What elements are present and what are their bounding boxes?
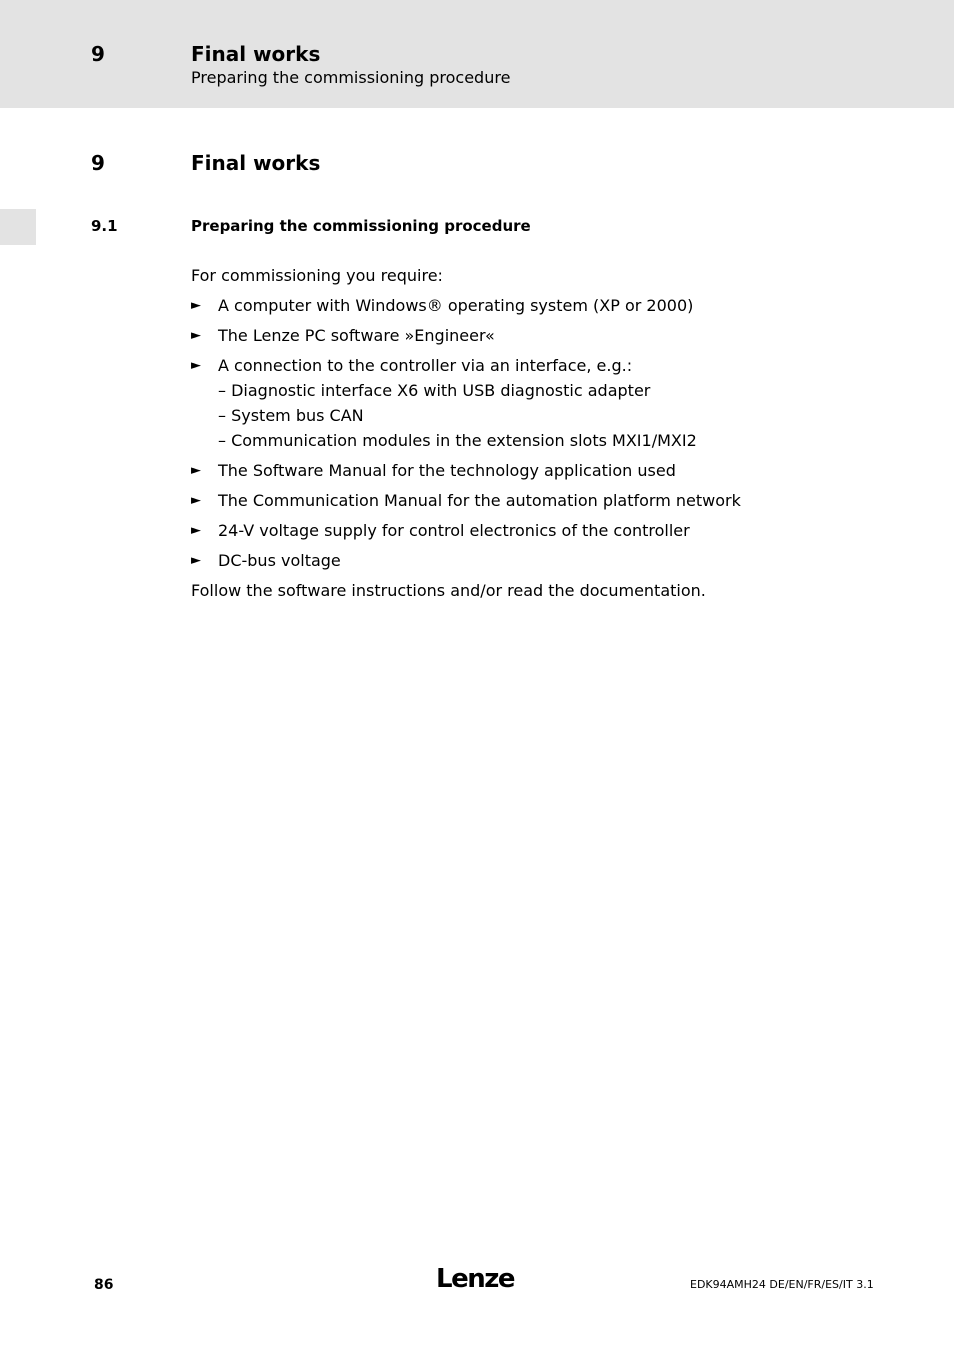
list-item-text: A computer with Windows® operating system (XP or 2000) — [218, 296, 694, 315]
subsection-title: Preparing the commissioning procedure — [191, 217, 531, 235]
bullet-arrow-icon: ► — [191, 523, 201, 538]
list-item-text: The Software Manual for the technology application used — [218, 461, 676, 480]
lenze-logo: Lenze — [436, 1264, 514, 1294]
interface-option: – Communication modules in the extension slots MXI1/MXI2 — [218, 431, 697, 450]
document-id: EDK94AMH24 DE/EN/FR/ES/IT 3.1 — [690, 1278, 874, 1291]
side-tab-marker — [0, 209, 36, 245]
list-item-text: A connection to the controller via an interface, e.g.: — [218, 356, 633, 375]
list-item-text: The Lenze PC software »Engineer« — [218, 326, 495, 345]
header-subtitle: Preparing the commissioning procedure — [191, 68, 511, 87]
list-item-text: DC-bus voltage — [218, 551, 341, 570]
interface-option: – System bus CAN — [218, 406, 364, 425]
subsection-number: 9.1 — [91, 217, 118, 235]
bullet-arrow-icon: ► — [191, 358, 201, 373]
page-number: 86 — [94, 1277, 114, 1293]
list-item-text: 24-V voltage supply for control electronics of the controller — [218, 521, 690, 540]
header-chapter-number: 9 — [91, 42, 105, 66]
interface-option: – Diagnostic interface X6 with USB diagnostic adapter — [218, 381, 651, 400]
closing-text: Follow the software instructions and/or read the documentation. — [191, 581, 706, 600]
header-band — [0, 0, 954, 108]
section-number: 9 — [91, 151, 105, 175]
bullet-arrow-icon: ► — [191, 493, 201, 508]
bullet-arrow-icon: ► — [191, 553, 201, 568]
section-title: Final works — [191, 151, 321, 175]
bullet-arrow-icon: ► — [191, 328, 201, 343]
intro-text: For commissioning you require: — [191, 266, 443, 285]
list-item-text: The Communication Manual for the automation platform network — [218, 491, 741, 510]
bullet-arrow-icon: ► — [191, 298, 201, 313]
header-chapter-title: Final works — [191, 42, 321, 66]
bullet-arrow-icon: ► — [191, 463, 201, 478]
